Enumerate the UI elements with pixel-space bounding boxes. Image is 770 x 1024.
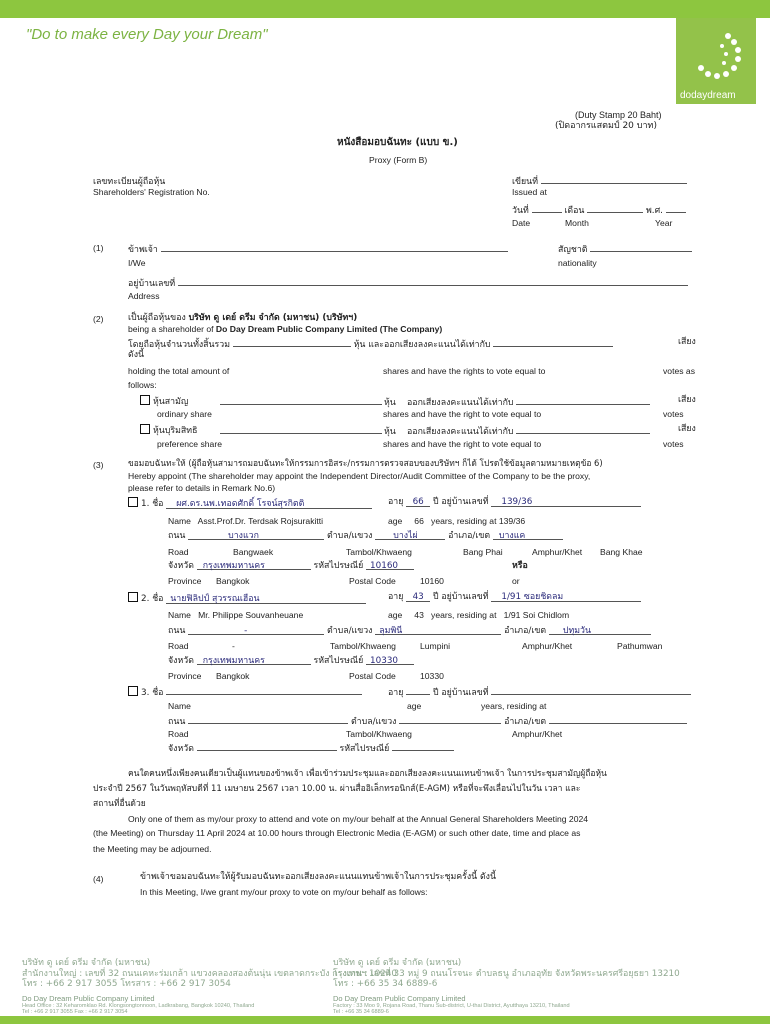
proxy-3-name-field[interactable] [166,685,362,695]
issued-label-thai: เขียนที่ [512,174,687,187]
footer-left-thai: บริษัท ดู เดย์ ดรีม จำกัด (มหาชน) [22,958,151,968]
as-follows-thai: ดังนี้ [128,350,145,360]
appoint-thai: ขอมอบฉันทะให้ (ผู้ถือหุ้นสามารถมอบฉันทะให้กรรมการอิสระ/กรรมการตรวจสอบของบริษัทฯ ก็ได้ โปรดใช้ข้อมูลตามหมายเหตุข้อ 6) [128,458,603,468]
proxy-3-checkbox[interactable] [128,686,138,696]
follows-en: follows: [128,380,157,390]
section-2-number: (2) [93,314,104,324]
proxy-2-road-en-label: Road [168,641,189,651]
tagline: "Do to make every Day your Dream" [26,26,268,43]
proxy-3-amphur-field[interactable] [549,714,687,724]
date-label-en: Date [512,218,531,228]
proxy-1-amphur-field[interactable]: บางแค [493,531,563,540]
proxy-2-road-row: ถนน - ตำบล/แขวง ลุมพินี อำเภอ/เขต ปทุมวัน [168,626,651,636]
issued-field[interactable] [541,174,687,184]
proxy-2-amphur-en-val: Pathumwan [617,641,663,651]
proxy-2-province-en-label: Province [168,671,202,681]
proxy-2-address-field[interactable]: 1/91 ซอยชิดลม [491,592,641,602]
footer-right-addr-en: Factory : 33 Moo 9, Rojana Road, Thanu Sub-district, U-thai District, Ayutthaya 13210, Thailand [333,1002,570,1009]
proxy-2-postal-field[interactable]: 10330 [366,656,414,665]
reg-label-thai: เลขทะเบียนผู้ถือหุ้น [93,177,166,187]
ordinary-shares-field-wrap [220,395,382,408]
proxy-1-road-row: ถนน บางแวก ตำบล/แขวง บางไผ่ อำเภอ/เขต บางแค [168,531,563,541]
nationality-row: สัญชาติ [558,242,692,255]
preference-votes-en: votes [663,439,684,449]
proxy-1-address-field[interactable]: 139/36 [491,497,641,507]
year-label-en: Year [655,218,673,228]
votes-label-thai: เสียง [678,337,696,347]
footer-left-tel-thai: โทร : +66 2 917 3055 โทรสาร : +66 2 917 3054 [22,979,231,990]
proxy-2-age-field[interactable]: 43 [406,592,430,602]
preference-rights-en: shares and have the right to vote equal to [383,439,542,449]
proxy-1-province-field[interactable]: กรุงเทพมหานคร [197,561,311,570]
preference-shares-field-wrap [220,424,382,437]
proxy-1-postal-en-val: 10160 [420,576,444,586]
ordinary-rights-en: shares and have the right to vote equal to [383,409,542,419]
address-field[interactable] [178,276,688,286]
ordinary-shares-field[interactable] [220,395,382,405]
proxy-3-road-en: Road [168,729,189,739]
para-thai-3: สถานที่อื่นด้วย [93,799,146,809]
or-thai-1: หรือ [512,561,528,571]
proxy-1-postal-en-label: Postal Code [349,576,396,586]
proxy-1-road-en-row: Road [168,547,189,557]
proxy-2-province-field[interactable]: กรุงเทพมหานคร [197,656,311,665]
proxy-3-postal-field[interactable] [392,741,454,751]
i-we-field[interactable] [161,242,508,252]
preference-share-row: หุ้นบุริมสิทธิ [140,424,197,436]
ordinary-share-checkbox[interactable] [140,395,150,405]
proxy-3-age-en: age [407,701,422,711]
proxy-2-amphur-en-label: Amphur/Khet [522,641,573,651]
logo-text: dodaydream [680,90,736,101]
appoint-en-1: Hereby appoint (The shareholder may appoint the Independent Director/Audit Committee of the Company to be the proxy, [128,471,591,481]
footer-right-thai: บริษัท ดู เดย์ ดรีม จำกัด (มหาชน) [333,958,462,968]
proxy-1-age-en-row: age 66 years, residing at 139/36 [388,516,526,526]
proxy-3-res-en: years, residing at [481,701,547,711]
total-shares-row-thai: โดยถือหุ้นจำนวนทั้งสิ้นรวม หุ้น และออกเสียงลงคะแนนได้เท่ากับ [128,337,613,350]
nationality-field[interactable] [590,242,692,252]
holding-label-en: holding the total amount of [128,366,230,376]
proxy-2-postal-en-val: 10330 [420,671,444,681]
reg-label-en: Shareholders' Registration No. [93,187,210,197]
proxy-3-province-row: จังหวัด รหัสไปรษณีย์ [168,741,454,754]
proxy-3-tambol-en: Tambol/Khwaeng [346,729,412,739]
proxy-2-amphur-field[interactable]: ปทุมวัน [549,626,651,635]
footer-right-tel-thai: โทร : +66 35 34 6889-6 [333,979,438,990]
proxy-1-name-field[interactable]: ผศ.ดร.นพ.เทอดศักดิ์ โรจน์สุรกิตติ [166,499,372,509]
proxy-3-province-field[interactable] [197,741,337,751]
para-thai-1: คนใดคนหนึ่งเพียงคนเดียวเป็นผู้แทนของข้าพเจ้า เพื่อเข้าร่วมประชุมและออกเสียงลงคะแนนแทนข้าพเจ้า ในการประชุมสามัญผู้ถือหุ้น [128,769,607,779]
para-en-2: (the Meeting) on Thursday 11 April 2024 at 10.00 hours through Electronic Media (E-AGM) or such other date, time and place as [93,828,581,838]
bottom-green-bar [0,1016,770,1024]
date-field[interactable] [532,203,562,213]
i-we-label-en: I/We [128,258,146,268]
proxy-1-amphur-en-val: Bang Khae [600,547,643,557]
proxy-3-age-row: อายุ ปี อยู่บ้านเลขที่ [388,685,691,698]
appoint-en-2: please refer to details in Remark No.6) [128,483,276,493]
section-4-thai: ข้าพเจ้าขอมอบฉันทะให้ผู้รับมอบฉันทะออกเสียงลงคะแนนแทนข้าพเจ้าในการประชุมครั้งนี้ ดังนี้ [140,872,496,882]
preference-votes-thai: เสียง [678,424,696,434]
shareholder-of-en: being a shareholder of Do Day Dream Public Company Limited (The Company) [128,324,443,334]
ordinary-votes-field[interactable] [516,395,650,405]
proxy-1-age-row: อายุ 66 ปี อยู่บ้านเลขที่ 139/36 [388,497,641,507]
footer-left-addr-thai: สำนักงานใหญ่ : เลขที่ 32 ถนนเคหะร่มเกล้า แขวงคลองสองต้นนุ่น เขตลาดกระบัง กรุงเทพฯ 10240 [22,968,397,979]
preference-share-en: preference share [157,439,222,449]
proxy-1-tambol-field[interactable]: บางไผ่ [375,531,445,540]
preference-share-checkbox[interactable] [140,424,150,434]
section-4-en: In this Meeting, I/we grant my/our proxy to vote on my/our behalf as follows: [140,887,428,897]
proxy-2-road-field[interactable]: - [188,626,324,635]
or-en-1: or [512,576,520,586]
section-4-number: (4) [93,874,104,884]
proxy-3-amphur-en: Amphur/Khet [512,729,563,739]
proxy-1-name-en-row: Name Asst.Prof.Dr. Terdsak Rojsurakitti [168,516,324,526]
ordinary-votes-thai: เสียง [678,395,696,405]
para-thai-2: ประจำปี 2567 ในวันพฤหัสบดีที่ 11 เมษายน 2567 เวลา 10.00 น. ผ่านสื่ออิเล็กทรอนิกส์(E-AGM) หรือที่จะพึงเลื่อนไปในวัน เวลา และ [93,784,581,794]
proxy-1-name-row: 1. ชื่อ ผศ.ดร.นพ.เทอดศักดิ์ โรจน์สุรกิตติ [128,497,372,509]
footer-right-tel-en: Tel : +66 35 34 6889-6 [333,1009,389,1016]
section-3-number: (3) [93,460,104,470]
proxy-1-road-field[interactable]: บางแวก [188,531,324,540]
address-label-en: Address [128,291,160,301]
total-votes-field[interactable] [493,337,613,347]
proxy-1-province-en-val: Bangkok [216,576,250,586]
footer-right-addr-thai: โรงงาน : เลขที่ 33 หมู่ 9 ถนนโรจนะ ตำบลธนู อำเภออุทัย จังหวัดพระนครศรีอยุธยา 13210 [333,968,680,979]
proxy-1-postal-field[interactable]: 10160 [366,561,414,570]
ordinary-vote-row: หุ้น ออกเสียงลงคะแนนได้เท่ากับ [384,395,650,408]
preference-shares-field[interactable] [220,424,382,434]
section-1-number: (1) [93,243,104,253]
total-shares-field[interactable] [233,337,351,347]
proxy-2-tambol-en-val: Lumpini [420,641,451,651]
proxy-1-amphur-en-label: Amphur/Khet [532,547,583,557]
preference-votes-field[interactable] [516,424,650,434]
address-row: อยู่บ้านเลขที่ [128,276,688,289]
duty-stamp-en: (Duty Stamp 20 Baht) [575,110,662,120]
proxy-1-checkbox[interactable] [128,497,138,507]
para-en-3: the Meeting may be adjourned. [93,844,212,854]
proxy-1-tambol-en-val: Bang Phai [463,547,503,557]
proxy-2-name-field[interactable]: นายฟิลิปป์ สุวรรณเฮือน [166,594,366,604]
proxy-1-tambol-en-label: Tambol/Khwaeng [346,547,412,557]
shares-rights-en: shares and have the rights to vote equal to [383,366,546,376]
footer-right-company: Do Day Dream Public Company Limited [333,993,466,1003]
proxy-1-province-row: จังหวัด กรุงเทพมหานคร รหัสไปรษณีย์ 10160 [168,561,414,571]
proxy-1-age-field[interactable]: 66 [406,497,430,507]
logo [676,18,756,104]
proxy-2-checkbox[interactable] [128,592,138,602]
proxy-3-road-field[interactable] [188,714,348,724]
proxy-2-age-en-row: age 43 years, residing at 1/91 Soi Chidlom [388,610,570,620]
top-green-bar [0,0,770,18]
month-label-en: Month [565,218,589,228]
proxy-2-road-en-val: - [232,641,235,651]
issued-label-en: Issued at [512,187,547,197]
votes-as-en: votes as [663,366,696,376]
duty-stamp-thai: (ปิดอากรแสตมป์ 20 บาท) [555,121,657,131]
proxy-2-province-en-val: Bangkok [216,671,250,681]
ordinary-votes-en: votes [663,409,684,419]
proxy-2-tambol-en-label: Tambol/Khwaeng [330,641,396,651]
year-field[interactable] [666,203,686,213]
footer-left-company: Do Day Dream Public Company Limited [22,993,155,1003]
proxy-2-tambol-field[interactable]: ลุมพินี [375,626,501,635]
proxy-3-address-field[interactable] [491,685,691,695]
para-en-1: Only one of them as my/our proxy to attend and vote on my/our behalf at the Annual General Shareholders Meeting 2024 [128,814,589,824]
nationality-label-en: nationality [558,258,597,268]
proxy-3-age-field[interactable] [406,685,430,695]
proxy-3-tambol-field[interactable] [399,714,501,724]
proxy-2-postal-en-label: Postal Code [349,671,396,681]
i-we-row: ข้าพเจ้า [128,242,508,255]
proxy-3-road-row: ถนน ตำบล/แขวง อำเภอ/เขต [168,714,687,727]
proxy-3-name-row: 3. ชื่อ [128,685,362,698]
shareholder-of-thai: เป็นผู้ถือหุ้นของ บริษัท ดู เดย์ ดรีม จำกัด (มหาชน) (บริษัทฯ) [128,313,358,323]
footer-left-addr-en: Head Office : 32 Keharomklao Rd. Klongsongtonnoon, Ladkrabang, Bangkok 10240, Thailand [22,1002,255,1009]
proxy-1-province-en-label: Province [168,576,202,586]
proxy-3-name-en: Name [168,701,191,711]
preference-vote-row: หุ้น ออกเสียงลงคะแนนได้เท่ากับ [384,424,650,437]
month-field[interactable] [587,203,643,213]
date-row-thai: วันที่ เดือน พ.ศ. [512,203,686,216]
ordinary-share-en: ordinary share [157,409,212,419]
proxy-2-age-row: อายุ 43 ปี อยู่บ้านเลขที่ 1/91 ซอยชิดลม [388,592,641,602]
proxy-2-name-en-row: Name Mr. Philippe Souvanheuane [168,610,304,620]
footer-right [333,958,680,1016]
proxy-2-name-row: 2. ชื่อ นายฟิลิปป์ สุวรรณเฮือน [128,592,366,604]
page-subtitle: Proxy (Form B) [369,155,428,165]
proxy-2-province-row: จังหวัด กรุงเทพมหานคร รหัสไปรษณีย์ 10330 [168,656,414,666]
ordinary-share-row: หุ้นสามัญ [140,395,188,407]
footer-left-tel-en: Tel : +66 2 917 3055 Fax : +66 2 917 3054 [22,1009,128,1016]
proxy-1-road-en-val: Bangwaek [233,547,274,557]
page-title: หนังสือมอบฉันทะ (แบบ ข.) [337,137,458,148]
